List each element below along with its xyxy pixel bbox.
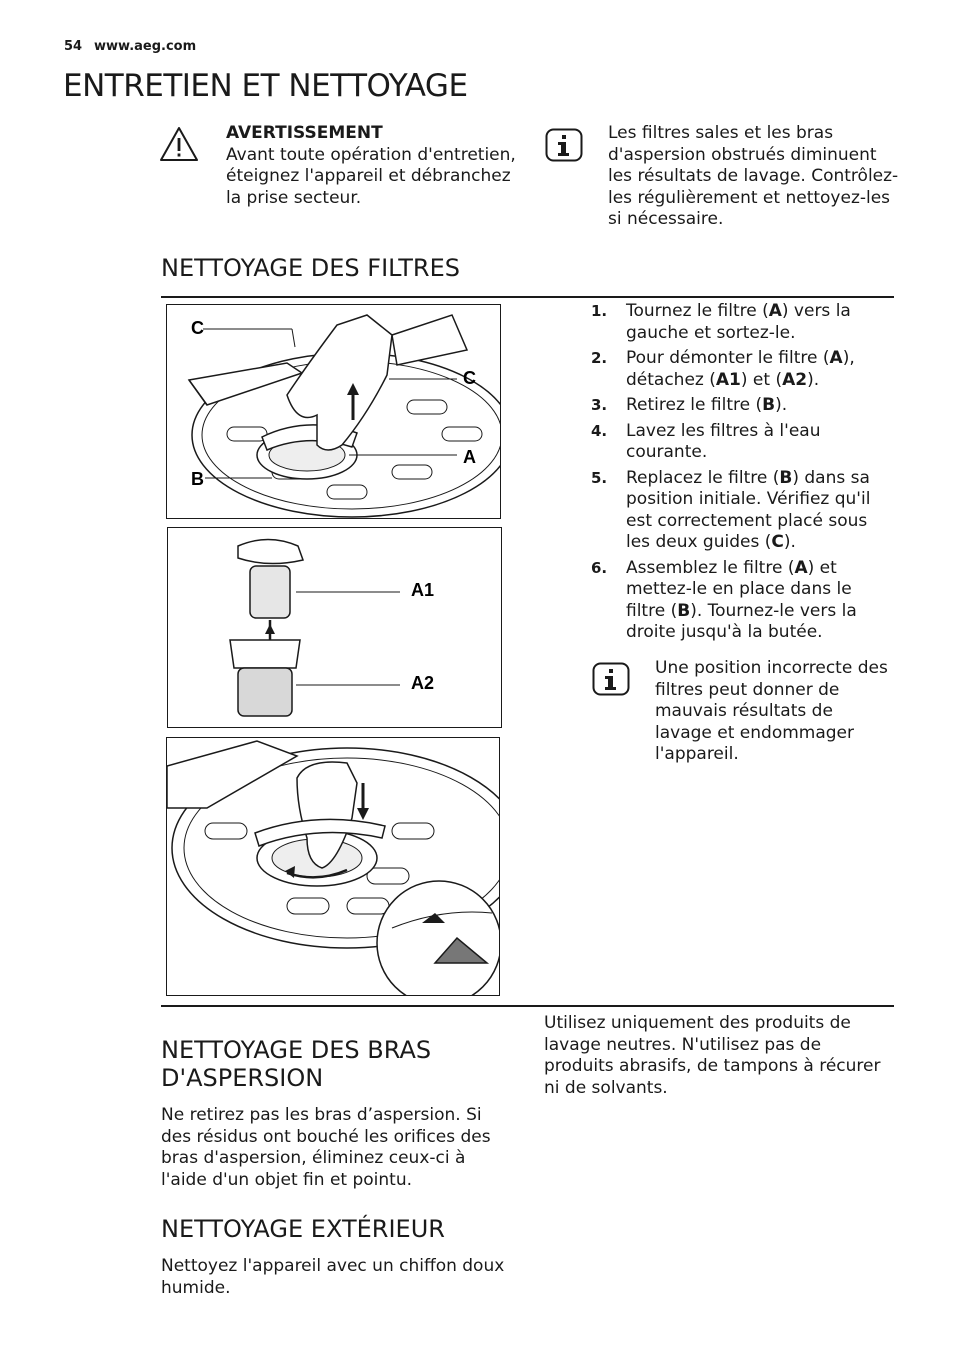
filter-steps xyxy=(591,301,891,648)
divider xyxy=(161,1005,894,1007)
spray-arms-heading: NETTOYAGE DES BRAS D'ASPERSION xyxy=(161,1036,432,1092)
step-4: 4. Lavez les filtres à l'eau courante. xyxy=(591,420,821,462)
warning-title: AVERTISSEMENT xyxy=(226,123,383,143)
label-a: A xyxy=(463,447,476,467)
label-a1: A1 xyxy=(411,580,435,600)
exterior-heading: NETTOYAGE EXTÉRIEUR xyxy=(161,1215,445,1243)
filter-installation-illustration xyxy=(166,737,500,996)
step-5: 5. Replacez le filtre (B) dans sa position initiale. Vérifiez qu'il est correctement placé sous les deux guides (C). xyxy=(591,467,871,552)
exterior-text: Nettoyez l'appareil avec un chiffon doux humide. xyxy=(161,1256,505,1298)
warning-block xyxy=(226,123,518,209)
step-2: 2. Pour démonter le filtre (A), détachez (A1) et (A2). xyxy=(591,348,855,390)
info-top-text: Les filtres sales et les bras d'aspersion obstrués diminuent les résultats de lavage. Contrôlez-les régulièrement et nettoyez-les si nécessaire. xyxy=(608,123,899,229)
filter-removal-illustration xyxy=(166,304,501,519)
label-c-right: C xyxy=(463,368,476,388)
label-a2: A2 xyxy=(411,673,435,693)
products-text: Utilisez uniquement des produits de lavage neutres. N'utilisez pas de produits abrasifs, de tampons à récurer ni de solvants. xyxy=(544,1013,881,1098)
page-number: 54 xyxy=(64,39,83,54)
step-3: 3. Retirez le filtre (B). xyxy=(591,395,788,415)
label-c-upper: C xyxy=(191,318,204,338)
label-b: B xyxy=(191,469,204,489)
warning-text: Avant toute opération d'entretien, éteignez l'appareil et débranchez la prise secteur. xyxy=(226,144,516,208)
step-6: 6. Assemblez le filtre (A) et mettez-le en place dans le filtre (B). Tournez-le vers la droite jusqu'à la butée. xyxy=(591,557,857,642)
header-url: www.aeg.com xyxy=(94,39,197,54)
filter-info-text: Une position incorrecte des filtres peut donner de mauvais résultats de lavage et endommager l'appareil. xyxy=(655,658,888,764)
step-1: 1. Tournez le filtre (A) vers la gauche et sortez-le. xyxy=(591,301,851,343)
filters-heading: NETTOYAGE DES FILTRES xyxy=(161,254,460,282)
filter-disassembly-illustration xyxy=(167,527,502,728)
info-icon xyxy=(545,128,583,162)
warning-triangle-icon xyxy=(159,125,199,163)
page-title: ENTRETIEN ET NETTOYAGE xyxy=(63,68,468,104)
info-icon xyxy=(592,662,630,696)
spray-arms-text: Ne retirez pas les bras d’aspersion. Si des résidus ont bouché les orifices des bras d'aspersion, éliminez ceux-ci à l'aide d'un objet fin et pointu. xyxy=(161,1105,491,1190)
divider xyxy=(161,296,894,298)
